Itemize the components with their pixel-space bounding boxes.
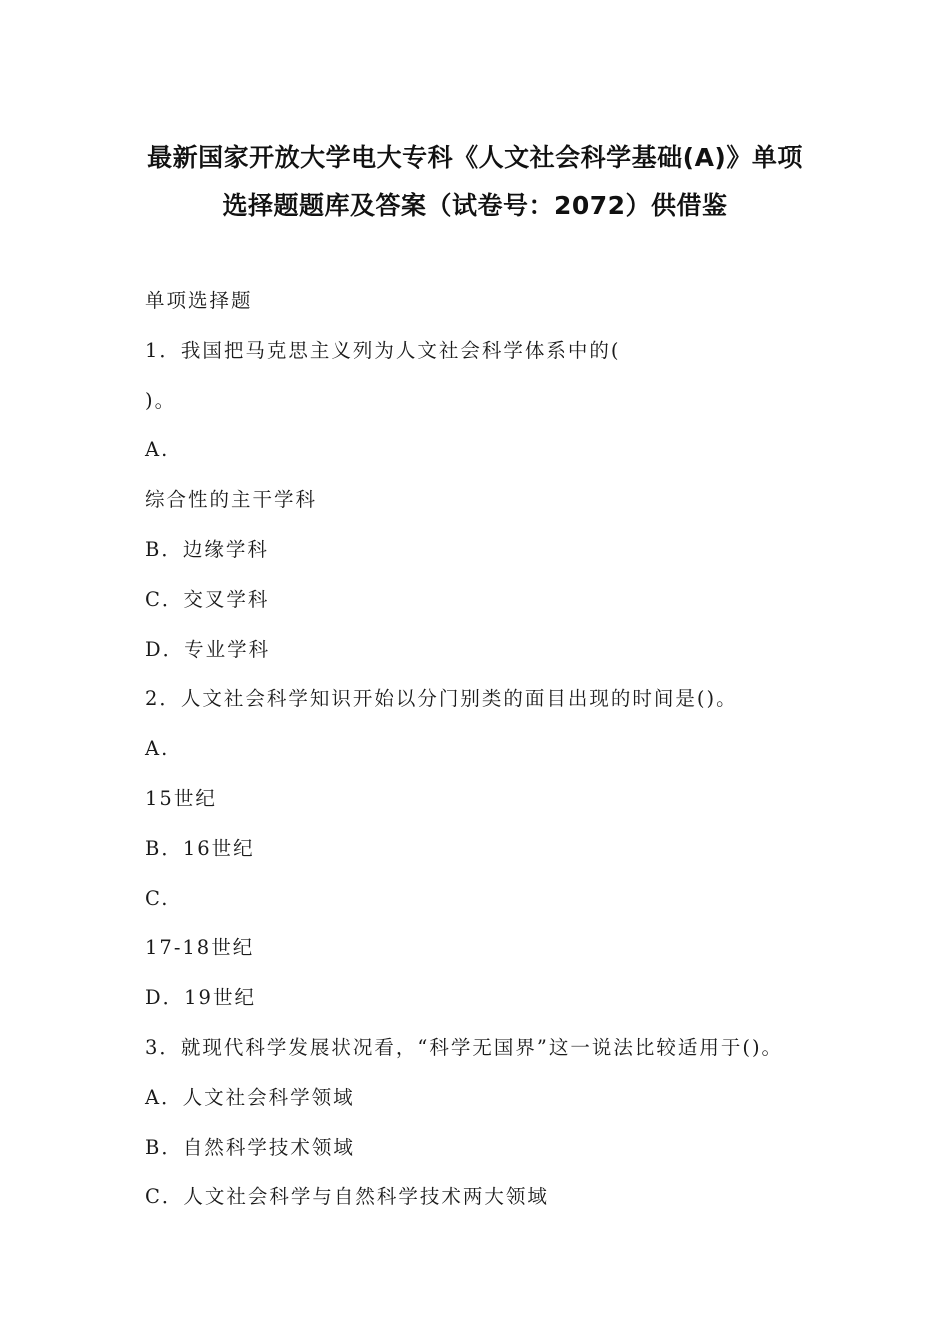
question-1-option-a-label: A. xyxy=(145,438,170,462)
question-2-stem: 2．人文社会科学知识开始以分门别类的面目出现的时间是()。 xyxy=(145,687,738,711)
question-1-stem: 1．我国把马克思主义列为人文社会科学体系中的( xyxy=(145,338,621,362)
question-2-option-d: D．19世纪 xyxy=(145,986,256,1010)
document-body xyxy=(145,283,865,1229)
document-title-line-2: 选择题题库及答案（试卷号：2072）供借鉴 xyxy=(222,191,728,220)
question-3-option-b: B．自然科学技术领域 xyxy=(145,1135,355,1159)
question-1-option-b: B．边缘学科 xyxy=(145,537,269,561)
question-1-option-d: D．专业学科 xyxy=(145,637,271,661)
section-heading: 单项选择题 xyxy=(145,289,253,312)
question-2-option-c-label: C. xyxy=(145,886,170,910)
question-3-option-c: C．人文社会科学与自然科学技术两大领域 xyxy=(145,1185,549,1209)
question-2-option-a-text: 15世纪 xyxy=(145,786,217,810)
question-2-option-a-label: A. xyxy=(145,737,170,761)
document-title-line-1: 最新国家开放大学电大专科《人文社会科学基础(A)》单项 xyxy=(147,143,803,172)
question-1-stem-end: )。 xyxy=(145,388,177,412)
question-3-stem: 3．就现代科学发展状况看，“科学无国界”这一说法比较适用于()。 xyxy=(145,1035,784,1059)
question-2-option-c-text: 17-18世纪 xyxy=(145,936,255,960)
question-1-option-c: C．交叉学科 xyxy=(145,587,270,611)
question-3-option-a: A．人文社会科学领域 xyxy=(145,1085,355,1109)
question-2-option-b: B．16世纪 xyxy=(145,836,255,860)
question-1-option-a-text: 综合性的主干学科 xyxy=(145,488,318,512)
